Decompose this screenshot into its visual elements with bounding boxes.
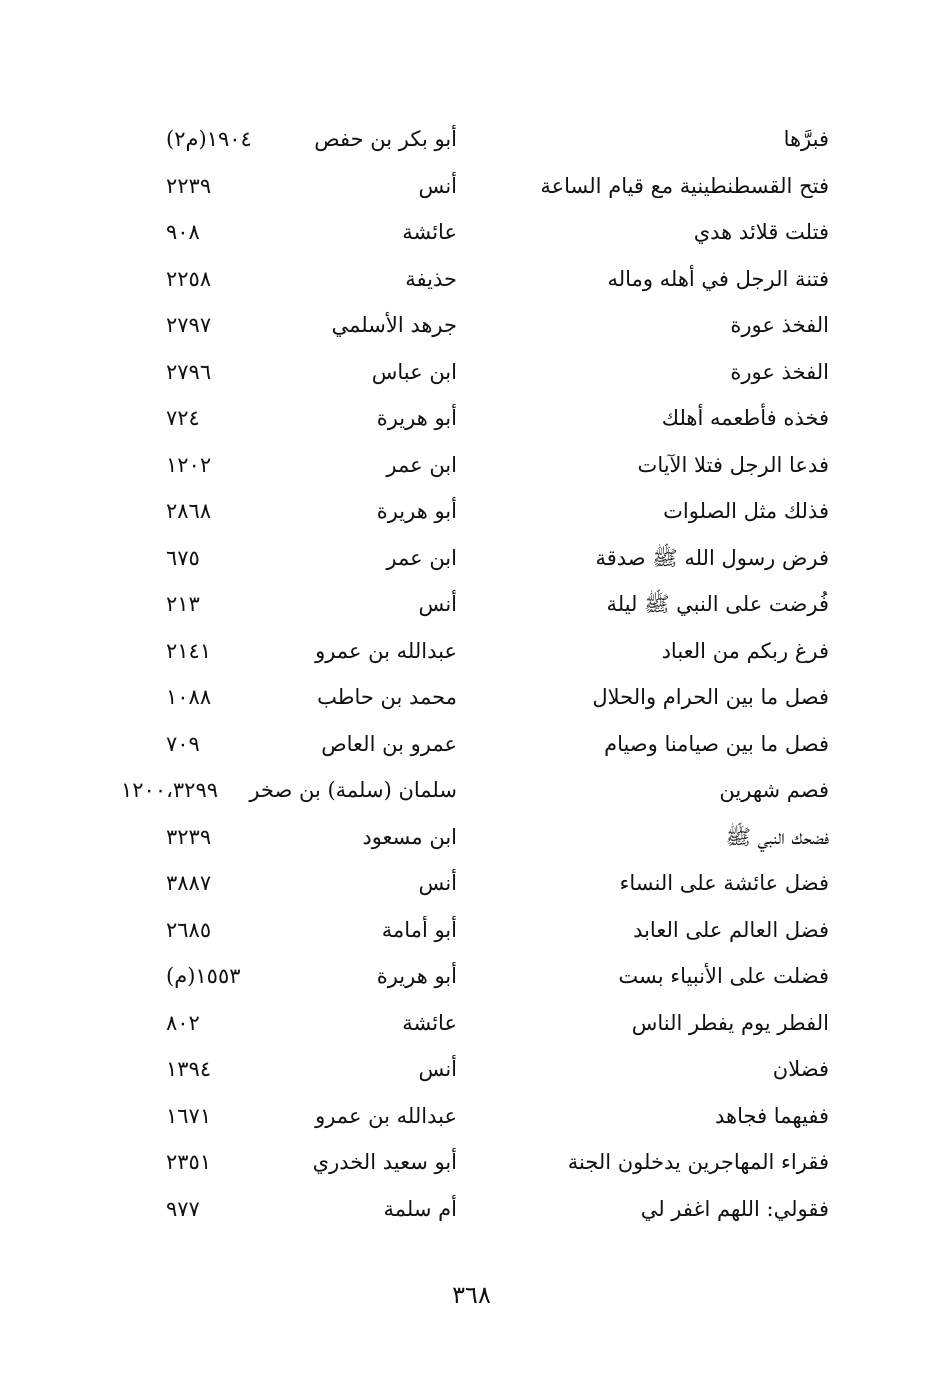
hadith-index-list: [0, 116, 935, 1232]
narrator-name: ابن مسعود: [362, 824, 457, 849]
index-row: [0, 1093, 935, 1140]
hadith-number: ١٦٧١: [166, 1103, 212, 1128]
index-row: [0, 535, 935, 582]
narrator-name: عمرو بن العاص: [321, 731, 457, 756]
hadith-number: ٢٧٩٦: [166, 359, 212, 384]
hadith-phrase: فتلت قلائد هدي: [693, 220, 829, 244]
index-row: [0, 163, 935, 210]
index-row: [0, 1046, 935, 1093]
index-row: [0, 116, 935, 163]
hadith-number: ١٣٩٤: [166, 1057, 212, 1081]
hadith-phrase: فضل العالم على العابد: [633, 917, 829, 942]
hadith-number: ٢٣٥١: [166, 1150, 212, 1174]
hadith-number: ١٢٠٢: [166, 452, 212, 477]
index-row: [0, 1186, 935, 1233]
index-row: [0, 1000, 935, 1047]
narrator-name: عائشة: [402, 220, 457, 244]
hadith-phrase: فرض رسول الله ﷺ صدقة: [595, 545, 829, 570]
hadith-phrase: فصم شهرين: [719, 778, 829, 802]
hadith-number: ٩٠٨: [166, 220, 200, 244]
hadith-phrase: فضلت على الأنبياء بست: [618, 964, 829, 988]
hadith-number: ٢٨٦٨: [166, 499, 212, 523]
narrator-name: أنس: [418, 173, 457, 198]
hadith-number: ٢١٣: [166, 592, 200, 616]
narrator-name: أبو بكر بن حفص: [314, 127, 457, 151]
narrator-name: محمد بن حاطب: [317, 685, 457, 709]
narrator-name: أنس: [418, 871, 457, 895]
index-row: [0, 209, 935, 256]
narrator-name: ابن عمر: [386, 452, 457, 477]
hadith-number: ٢١٤١: [166, 638, 212, 663]
narrator-name: عبدالله بن عمرو: [315, 638, 457, 663]
index-row: [0, 442, 935, 489]
hadith-phrase: فخذه فأطعمه أهلك: [661, 406, 829, 430]
hadith-phrase: فصل ما بين صيامنا وصيام: [604, 731, 829, 756]
hadith-phrase: ففيهما فجاهد: [715, 1103, 829, 1128]
narrator-name: أنس: [418, 592, 457, 616]
hadith-phrase: فتنة الرجل في أهله وماله: [607, 266, 829, 291]
hadith-number: ١٥٥٣(م): [166, 964, 241, 988]
hadith-phrase: فقراء المهاجرين يدخلون الجنة: [567, 1150, 829, 1174]
index-row: [0, 581, 935, 628]
hadith-number: ١٠٨٨: [166, 685, 212, 709]
index-row: [0, 860, 935, 907]
narrator-name: أبو هريرة: [376, 964, 457, 988]
hadith-number: ١٢٠٠،٣٢٩٩: [121, 778, 219, 802]
narrator-name: أبو هريرة: [376, 406, 457, 430]
index-row: [0, 674, 935, 721]
hadith-number: ٦٧٥: [166, 545, 200, 570]
index-row: [0, 1139, 935, 1186]
narrator-name: عبدالله بن عمرو: [315, 1103, 457, 1128]
narrator-name: حذيفة: [405, 266, 457, 291]
narrator-name: أم سلمة: [383, 1196, 457, 1221]
hadith-phrase: فتح القسطنطينية مع قيام الساعة: [540, 173, 829, 198]
hadith-number: ٢٧٩٧: [166, 313, 212, 337]
index-row: [0, 302, 935, 349]
hadith-phrase: فضل عائشة على النساء: [619, 871, 829, 895]
index-row: [0, 907, 935, 954]
index-row: [0, 953, 935, 1000]
hadith-phrase: فبرَّها: [783, 127, 829, 151]
hadith-phrase: فذلك مثل الصلوات: [663, 499, 829, 523]
narrator-name: سلمان (سلمة) بن صخر: [249, 778, 457, 802]
index-row: [0, 814, 935, 861]
hadith-number: ٧٢٤: [166, 406, 200, 430]
hadith-number: ٢٢٥٨: [166, 266, 212, 291]
narrator-name: عائشة: [402, 1010, 457, 1035]
hadith-phrase: فضحك النبي ﷺ: [725, 824, 829, 849]
hadith-number: ٣٨٨٧: [166, 871, 212, 895]
hadith-phrase: فضلان: [772, 1057, 829, 1081]
hadith-phrase: فصل ما بين الحرام والحلال: [592, 685, 829, 709]
hadith-number: ٨٠٢: [166, 1010, 200, 1035]
hadith-phrase: فرغ ربكم من العباد: [661, 638, 829, 663]
index-row: [0, 395, 935, 442]
index-row: [0, 721, 935, 768]
hadith-phrase: فدعا الرجل فتلا الآيات: [637, 452, 829, 477]
narrator-name: جرهد الأسلمي: [331, 313, 457, 337]
narrator-name: ابن عمر: [386, 545, 457, 570]
index-row: [0, 767, 935, 814]
hadith-phrase: فُرضت على النبي ﷺ ليلة: [606, 592, 829, 616]
index-row: [0, 628, 935, 675]
narrator-name: أبو أمامة: [381, 917, 457, 942]
index-row: [0, 349, 935, 396]
hadith-phrase: الفخذ عورة: [730, 313, 829, 337]
hadith-phrase: فقولي: اللهم اغفر لي: [640, 1196, 829, 1221]
index-row: [0, 256, 935, 303]
hadith-number: ٢٢٣٩: [166, 173, 212, 198]
page-number: ٣٦٨: [452, 1281, 491, 1309]
index-row: [0, 488, 935, 535]
narrator-name: ابن عباس: [371, 359, 457, 384]
narrator-name: أنس: [418, 1057, 457, 1081]
hadith-number: ٩٧٧: [166, 1196, 200, 1221]
hadith-number: ٧٠٩: [166, 731, 200, 756]
hadith-number: ٣٢٣٩: [166, 824, 212, 849]
hadith-number: ٢٦٨٥: [166, 917, 212, 942]
hadith-phrase: الفخذ عورة: [730, 359, 829, 384]
hadith-phrase: الفطر يوم يفطر الناس: [631, 1010, 829, 1035]
narrator-name: أبو هريرة: [376, 499, 457, 523]
hadith-number: ١٩٠٤(م٢): [166, 127, 252, 151]
narrator-name: أبو سعيد الخدري: [312, 1150, 457, 1174]
